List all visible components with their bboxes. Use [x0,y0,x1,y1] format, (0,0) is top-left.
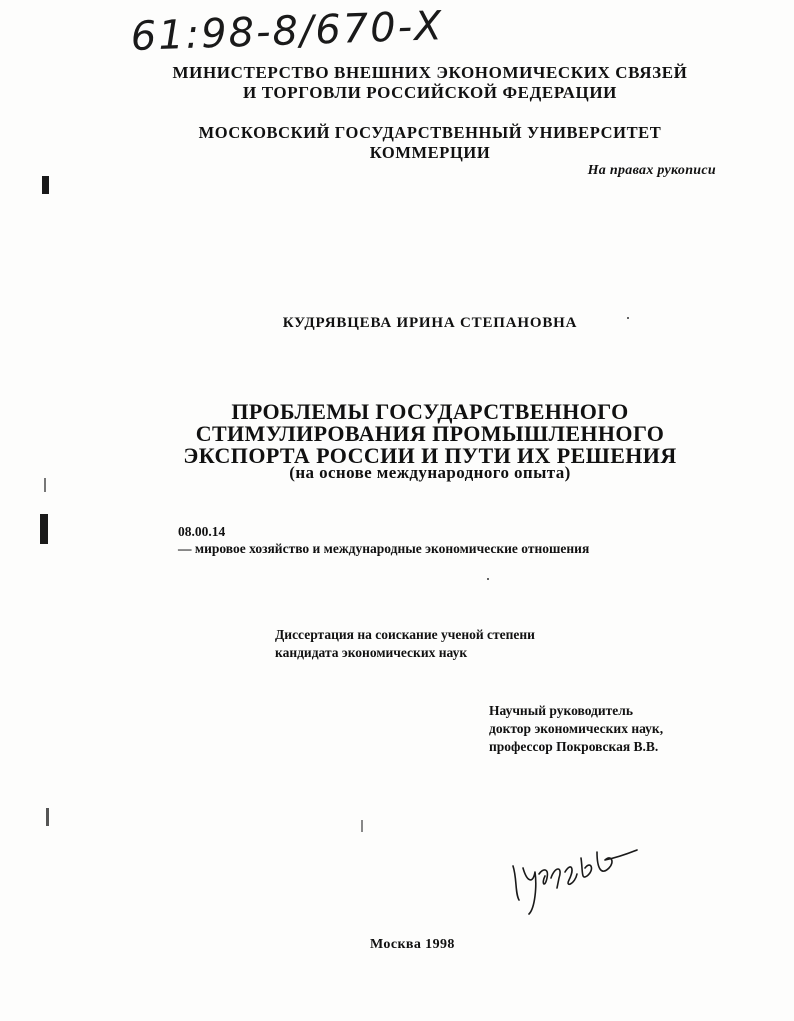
manuscript-rights-note: На правах рукописи [587,163,716,178]
supervisor-line-1: Научный руководитель [489,703,633,718]
supervisor-line-3: профессор Покровская В.В. [489,739,659,754]
degree-line-1: Диссертация на соискание ученой степени [275,627,535,642]
scan-artifact [46,808,49,826]
university-name: МОСКОВСКИЙ ГОСУДАРСТВЕННЫЙ УНИВЕРСИТЕТ КОММЕРЦИИ [198,123,662,162]
specialty [178,523,698,557]
scan-artifact [361,820,363,832]
city-year: Москва 1998 [370,937,455,952]
scan-artifact [44,478,46,492]
degree-line-2: кандидата экономических наук [275,645,468,660]
title-line-3: ЭКСПОРТА РОССИИ И ПУТИ ИХ РЕШЕНИЯ [183,443,677,468]
supervisor-block [489,702,729,756]
scan-artifact [40,514,48,544]
specialty-code: 08.00.14 [178,524,226,539]
dissertation-subtitle: (на основе международного опыта) [289,463,571,482]
title-line-1: ПРОБЛЕМЫ ГОСУДАРСТВЕННОГО [231,399,629,424]
scan-artifact [627,317,629,319]
scan-artifact [487,578,489,580]
author-name: КУДРЯВЦЕВА ИРИНА СТЕПАНОВНА [282,315,578,331]
dissertation-title [150,401,710,467]
scan-artifact [42,176,49,194]
degree-statement [275,626,675,662]
title-line-2: СТИМУЛИРОВАНИЯ ПРОМЫШЛЕННОГО [195,421,665,446]
author-signature [505,838,645,918]
specialty-description: — мировое хозяйство и международные экономические отношения [178,541,590,556]
supervisor-line-2: доктор экономических наук, [489,721,664,736]
ministry-header [150,63,710,103]
archive-code-handwritten: 61:98-8/670-Х [130,3,445,60]
ministry-line-2: И ТОРГОВЛИ РОССИЙСКОЙ ФЕДЕРАЦИИ [243,83,617,102]
ministry-line-1: МИНИСТЕРСТВО ВНЕШНИХ ЭКОНОМИЧЕСКИХ СВЯЗЕЙ [172,63,688,82]
